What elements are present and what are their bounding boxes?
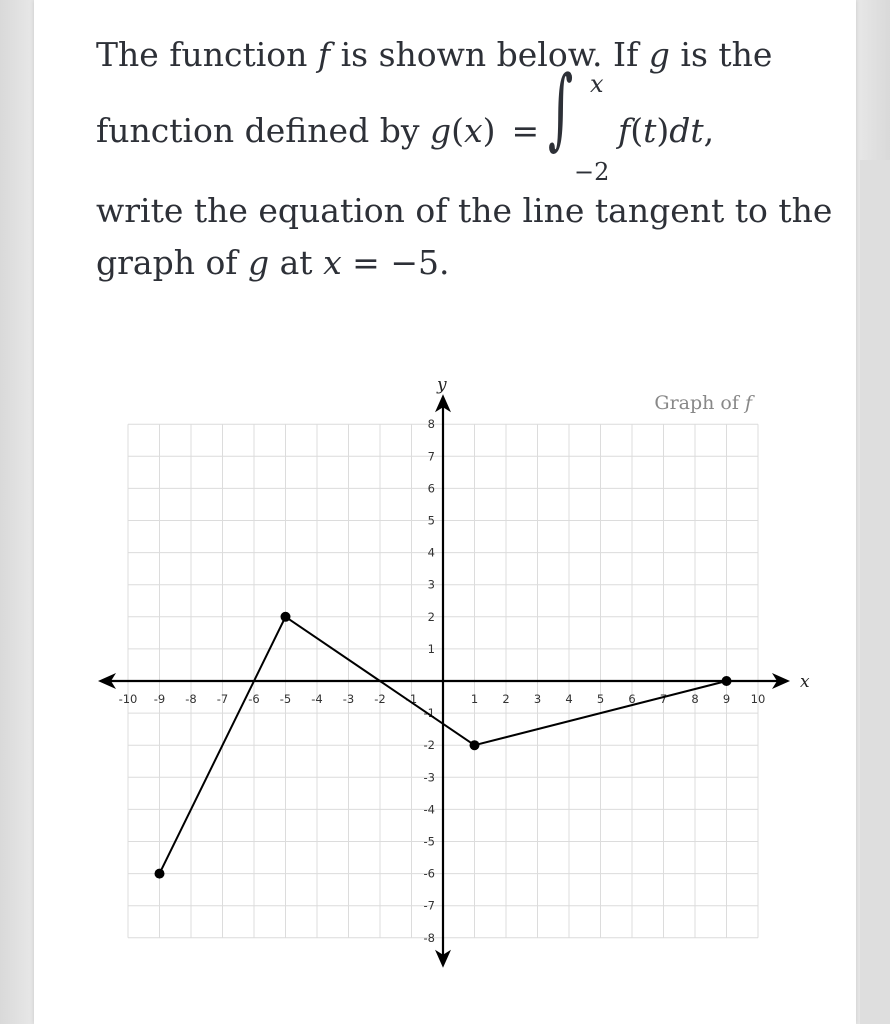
x-tick-label: 7 <box>659 692 668 706</box>
x-tick-label: -4 <box>311 692 323 706</box>
x-tick-label: -10 <box>118 692 138 706</box>
y-tick-label: 5 <box>427 513 435 528</box>
integrand: f(t)dt, <box>618 111 715 150</box>
x-tick-label: -9 <box>153 692 166 706</box>
chart-labels <box>436 375 810 692</box>
x-tick-label: -1 <box>405 692 418 706</box>
x-tick-label: -5 <box>279 692 292 706</box>
integral-lower-limit: −2 <box>574 158 610 186</box>
x-tick-label: 4 <box>565 692 573 706</box>
x-tick-label: -6 <box>248 692 260 706</box>
y-tick-label: 6 <box>427 481 435 496</box>
data-point <box>155 869 165 879</box>
x-tick-label: 3 <box>533 692 542 706</box>
y-tick-label: -3 <box>423 770 435 785</box>
x-tick-label: -2 <box>374 692 386 706</box>
x-tick-label: -3 <box>342 692 355 706</box>
y-tick-label: -8 <box>423 930 435 945</box>
y-axis-label: y <box>437 375 447 396</box>
x-tick-label: -8 <box>185 692 197 706</box>
y-tick-label: -4 <box>423 802 435 817</box>
question-line-1: The function f is shown below. If g is the <box>96 35 773 74</box>
y-tick-label: -6 <box>423 866 435 881</box>
question-line-4: graph of g at x = −5. <box>96 243 450 282</box>
question-line-2: function defined by g(x) = <box>96 111 540 150</box>
x-tick-label: -7 <box>216 692 229 706</box>
integral-sign: ∫ <box>548 56 574 159</box>
x-tick-label: 5 <box>596 692 605 706</box>
x-tick-label: 8 <box>691 692 699 706</box>
y-tick-label: -1 <box>423 706 435 721</box>
y-tick-label: 1 <box>427 641 435 656</box>
data-point <box>281 612 291 622</box>
left-gutter <box>0 0 34 1024</box>
x-tick-label: 1 <box>470 692 479 706</box>
question-line-3: write the equation of the line tangent to the <box>96 191 833 230</box>
question-card <box>34 0 856 1024</box>
chart-axes <box>98 394 790 968</box>
y-tick-label: 4 <box>427 545 435 560</box>
y-tick-label: 3 <box>427 577 435 592</box>
data-point <box>722 676 732 686</box>
y-tick-label: 8 <box>427 417 435 432</box>
graph-of-f <box>34 0 856 1024</box>
y-tick-label: 7 <box>427 449 435 464</box>
x-tick-label: 10 <box>750 692 766 706</box>
data-point <box>470 740 480 750</box>
scrollbar-track[interactable] <box>860 160 890 1024</box>
y-tick-label: 2 <box>427 609 435 624</box>
chart-title: Graph of f <box>654 392 752 415</box>
x-tick-label: 2 <box>502 692 510 706</box>
x-tick-label: 9 <box>722 692 731 706</box>
y-tick-label: -7 <box>423 898 435 913</box>
integral-upper-limit: x <box>590 70 604 98</box>
y-tick-label: -5 <box>423 834 435 849</box>
x-axis-label: x <box>800 672 810 692</box>
y-tick-label: -2 <box>423 738 435 753</box>
x-tick-label: 6 <box>628 692 636 706</box>
